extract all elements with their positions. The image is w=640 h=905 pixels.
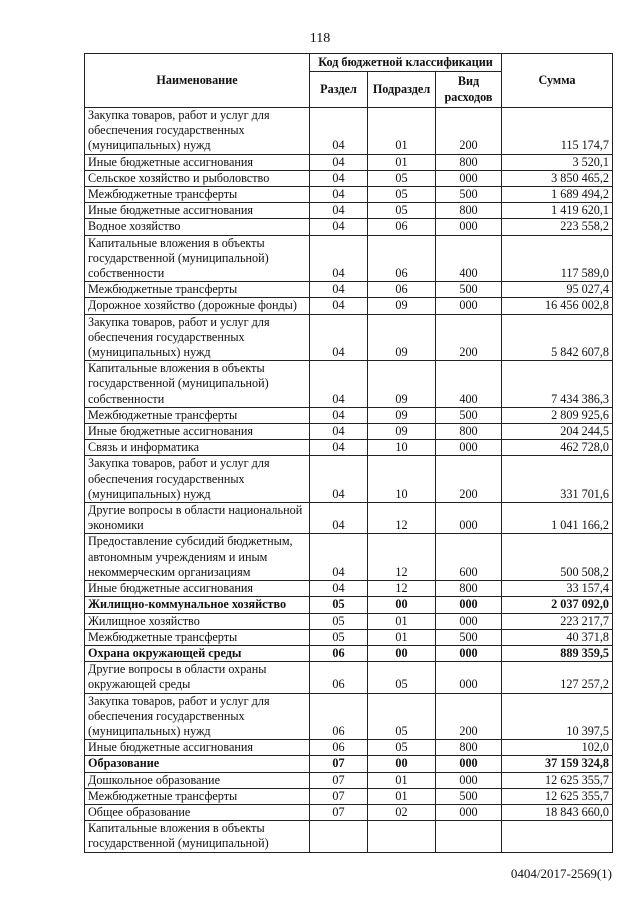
row-subsection: 05 — [368, 662, 436, 693]
row-expense-type: 500 — [436, 407, 502, 423]
row-subsection: 05 — [368, 203, 436, 219]
row-amount: 889 359,5 — [502, 645, 613, 661]
row-amount: 2 037 092,0 — [502, 597, 613, 613]
row-expense-type: 800 — [436, 740, 502, 756]
row-expense-type: 000 — [436, 597, 502, 613]
table-row — [85, 597, 613, 613]
row-subsection: 05 — [368, 693, 436, 740]
row-name: Капитальные вложения в объекты государственной (муниципальной) собственности — [85, 361, 310, 408]
row-expense-type: 000 — [436, 645, 502, 661]
row-name: Водное хозяйство — [85, 219, 310, 235]
table-row — [85, 424, 613, 440]
row-name: Иные бюджетные ассигнования — [85, 154, 310, 170]
row-amount: 102,0 — [502, 740, 613, 756]
row-name: Иные бюджетные ассигнования — [85, 424, 310, 440]
row-name: Другие вопросы в области национальной экономики — [85, 503, 310, 534]
row-name: Закупка товаров, работ и услуг для обеспечения государственных (муниципальных) нужд — [85, 456, 310, 503]
row-expense-type: 000 — [436, 772, 502, 788]
row-subsection: 01 — [368, 154, 436, 170]
header-section: Раздел — [310, 72, 368, 108]
row-section: 05 — [310, 597, 368, 613]
row-subsection: 05 — [368, 740, 436, 756]
table-row — [85, 203, 613, 219]
row-amount: 1 689 494,2 — [502, 187, 613, 203]
row-name: Межбюджетные трансферты — [85, 788, 310, 804]
table-row — [85, 821, 613, 852]
row-subsection: 00 — [368, 645, 436, 661]
table-row — [85, 219, 613, 235]
page-number: 118 — [309, 31, 331, 46]
table-row — [85, 235, 613, 282]
row-subsection: 01 — [368, 629, 436, 645]
row-name: Закупка товаров, работ и услуг для обеспечения государственных (муниципальных) нужд — [85, 108, 310, 155]
row-amount: 5 842 607,8 — [502, 314, 613, 361]
header-subsection: Подраздел — [368, 72, 436, 108]
row-section: 04 — [310, 407, 368, 423]
header-code-group: Код бюджетной классификации — [310, 54, 502, 72]
row-section: 06 — [310, 662, 368, 693]
row-name: Иные бюджетные ассигнования — [85, 581, 310, 597]
row-expense-type: 000 — [436, 613, 502, 629]
row-expense-type: 200 — [436, 314, 502, 361]
row-expense-type: 200 — [436, 456, 502, 503]
row-section: 06 — [310, 645, 368, 661]
table-row — [85, 534, 613, 581]
row-subsection: 01 — [368, 788, 436, 804]
row-section: 04 — [310, 154, 368, 170]
budget-table — [84, 53, 613, 853]
table-row — [85, 314, 613, 361]
row-subsection: 10 — [368, 440, 436, 456]
row-amount: 204 244,5 — [502, 424, 613, 440]
row-expense-type: 600 — [436, 534, 502, 581]
row-amount: 95 027,4 — [502, 282, 613, 298]
row-subsection: 02 — [368, 804, 436, 820]
row-amount: 500 508,2 — [502, 534, 613, 581]
row-section: 04 — [310, 235, 368, 282]
row-subsection: 05 — [368, 170, 436, 186]
table-row — [85, 662, 613, 693]
row-amount: 2 809 925,6 — [502, 407, 613, 423]
row-expense-type: 000 — [436, 756, 502, 772]
table-row — [85, 503, 613, 534]
row-expense-type: 000 — [436, 440, 502, 456]
row-subsection: 12 — [368, 503, 436, 534]
row-name: Иные бюджетные ассигнования — [85, 203, 310, 219]
row-name: Иные бюджетные ассигнования — [85, 740, 310, 756]
row-name: Капитальные вложения в объекты государственной (муниципальной) собственности — [85, 235, 310, 282]
table-row — [85, 108, 613, 155]
row-amount: 1 419 620,1 — [502, 203, 613, 219]
row-section: 04 — [310, 581, 368, 597]
table-row — [85, 740, 613, 756]
row-section: 06 — [310, 693, 368, 740]
row-expense-type: 500 — [436, 629, 502, 645]
header-amount: Сумма — [502, 54, 613, 108]
row-name: Закупка товаров, работ и услуг для обеспечения государственных (муниципальных) нужд — [85, 314, 310, 361]
header-name: Наименование — [85, 54, 310, 108]
row-name: Другие вопросы в области охраны окружающей среды — [85, 662, 310, 693]
row-amount: 33 157,4 — [502, 581, 613, 597]
row-subsection: 09 — [368, 314, 436, 361]
row-amount: 7 434 386,3 — [502, 361, 613, 408]
row-subsection: 00 — [368, 756, 436, 772]
row-subsection: 09 — [368, 407, 436, 423]
row-name: Охрана окружающей среды — [85, 645, 310, 661]
row-expense-type: 400 — [436, 361, 502, 408]
row-section: 07 — [310, 788, 368, 804]
row-section: 04 — [310, 440, 368, 456]
row-section: 05 — [310, 629, 368, 645]
table-row — [85, 154, 613, 170]
row-expense-type: 400 — [436, 235, 502, 282]
row-name: Связь и информатика — [85, 440, 310, 456]
row-amount: 16 456 002,8 — [502, 298, 613, 314]
row-subsection: 09 — [368, 298, 436, 314]
row-expense-type: 800 — [436, 581, 502, 597]
row-expense-type: 500 — [436, 282, 502, 298]
row-section: 04 — [310, 503, 368, 534]
row-section — [310, 821, 368, 852]
row-name: Предоставление субсидий бюджетным, автономным учреждениям и иным некоммерческим организациям — [85, 534, 310, 581]
row-expense-type: 000 — [436, 170, 502, 186]
row-amount: 462 728,0 — [502, 440, 613, 456]
row-section: 06 — [310, 740, 368, 756]
row-section: 04 — [310, 108, 368, 155]
row-name: Межбюджетные трансферты — [85, 407, 310, 423]
row-subsection: 12 — [368, 534, 436, 581]
row-name: Капитальные вложения в объекты государственной (муниципальной) — [85, 821, 310, 852]
table-row — [85, 788, 613, 804]
row-name: Межбюджетные трансферты — [85, 629, 310, 645]
table-row — [85, 456, 613, 503]
row-amount: 18 843 660,0 — [502, 804, 613, 820]
row-amount: 117 589,0 — [502, 235, 613, 282]
row-amount: 40 371,8 — [502, 629, 613, 645]
row-section: 04 — [310, 187, 368, 203]
row-name: Межбюджетные трансферты — [85, 187, 310, 203]
table-row — [85, 170, 613, 186]
row-subsection: 00 — [368, 597, 436, 613]
row-expense-type: 500 — [436, 788, 502, 804]
table-row — [85, 756, 613, 772]
row-name: Сельское хозяйство и рыболовство — [85, 170, 310, 186]
row-amount — [502, 821, 613, 852]
row-section: 04 — [310, 203, 368, 219]
table-row — [85, 298, 613, 314]
table-row — [85, 407, 613, 423]
row-expense-type: 800 — [436, 424, 502, 440]
table-row — [85, 440, 613, 456]
row-subsection: 06 — [368, 219, 436, 235]
row-subsection: 12 — [368, 581, 436, 597]
row-section: 04 — [310, 314, 368, 361]
row-amount: 37 159 324,8 — [502, 756, 613, 772]
row-subsection: 06 — [368, 282, 436, 298]
row-section: 05 — [310, 613, 368, 629]
row-name: Закупка товаров, работ и услуг для обеспечения государственных (муниципальных) нужд — [85, 693, 310, 740]
row-subsection: 06 — [368, 235, 436, 282]
row-amount: 1 041 166,2 — [502, 503, 613, 534]
row-amount: 115 174,7 — [502, 108, 613, 155]
table-row — [85, 282, 613, 298]
row-subsection: 09 — [368, 424, 436, 440]
row-expense-type: 500 — [436, 187, 502, 203]
row-expense-type: 000 — [436, 662, 502, 693]
row-subsection: 10 — [368, 456, 436, 503]
table-row — [85, 613, 613, 629]
header-expense-type: Вид расходов — [436, 72, 502, 108]
row-section: 04 — [310, 361, 368, 408]
row-section: 07 — [310, 804, 368, 820]
row-amount: 223 217,7 — [502, 613, 613, 629]
row-subsection: 01 — [368, 613, 436, 629]
table-row — [85, 804, 613, 820]
row-section: 04 — [310, 282, 368, 298]
table-row — [85, 772, 613, 788]
row-amount: 10 397,5 — [502, 693, 613, 740]
row-section: 04 — [310, 534, 368, 581]
table-row — [85, 361, 613, 408]
row-name: Межбюджетные трансферты — [85, 282, 310, 298]
table-row — [85, 581, 613, 597]
row-section: 04 — [310, 170, 368, 186]
row-name: Образование — [85, 756, 310, 772]
row-subsection: 01 — [368, 772, 436, 788]
row-expense-type: 000 — [436, 298, 502, 314]
row-subsection: 01 — [368, 108, 436, 155]
table-row — [85, 645, 613, 661]
table-row — [85, 629, 613, 645]
table-row — [85, 693, 613, 740]
row-amount: 3 850 465,2 — [502, 170, 613, 186]
row-expense-type — [436, 821, 502, 852]
row-section: 04 — [310, 298, 368, 314]
row-subsection: 09 — [368, 361, 436, 408]
row-expense-type: 800 — [436, 203, 502, 219]
row-section: 04 — [310, 219, 368, 235]
row-expense-type: 000 — [436, 804, 502, 820]
row-name: Дорожное хозяйство (дорожные фонды) — [85, 298, 310, 314]
table-row — [85, 187, 613, 203]
row-name: Жилищно-коммунальное хозяйство — [85, 597, 310, 613]
row-section: 07 — [310, 756, 368, 772]
row-amount: 12 625 355,7 — [502, 788, 613, 804]
row-amount: 3 520,1 — [502, 154, 613, 170]
row-amount: 12 625 355,7 — [502, 772, 613, 788]
document-code: 0404/2017-2569(1) — [510, 866, 612, 881]
row-name: Жилищное хозяйство — [85, 613, 310, 629]
row-expense-type: 200 — [436, 693, 502, 740]
row-expense-type: 800 — [436, 154, 502, 170]
row-expense-type: 200 — [436, 108, 502, 155]
row-amount: 127 257,2 — [502, 662, 613, 693]
row-name: Дошкольное образование — [85, 772, 310, 788]
row-amount: 331 701,6 — [502, 456, 613, 503]
row-subsection — [368, 821, 436, 852]
row-subsection: 05 — [368, 187, 436, 203]
row-section: 04 — [310, 456, 368, 503]
row-section: 07 — [310, 772, 368, 788]
row-section: 04 — [310, 424, 368, 440]
row-amount: 223 558,2 — [502, 219, 613, 235]
row-name: Общее образование — [85, 804, 310, 820]
row-expense-type: 000 — [436, 219, 502, 235]
row-expense-type: 000 — [436, 503, 502, 534]
